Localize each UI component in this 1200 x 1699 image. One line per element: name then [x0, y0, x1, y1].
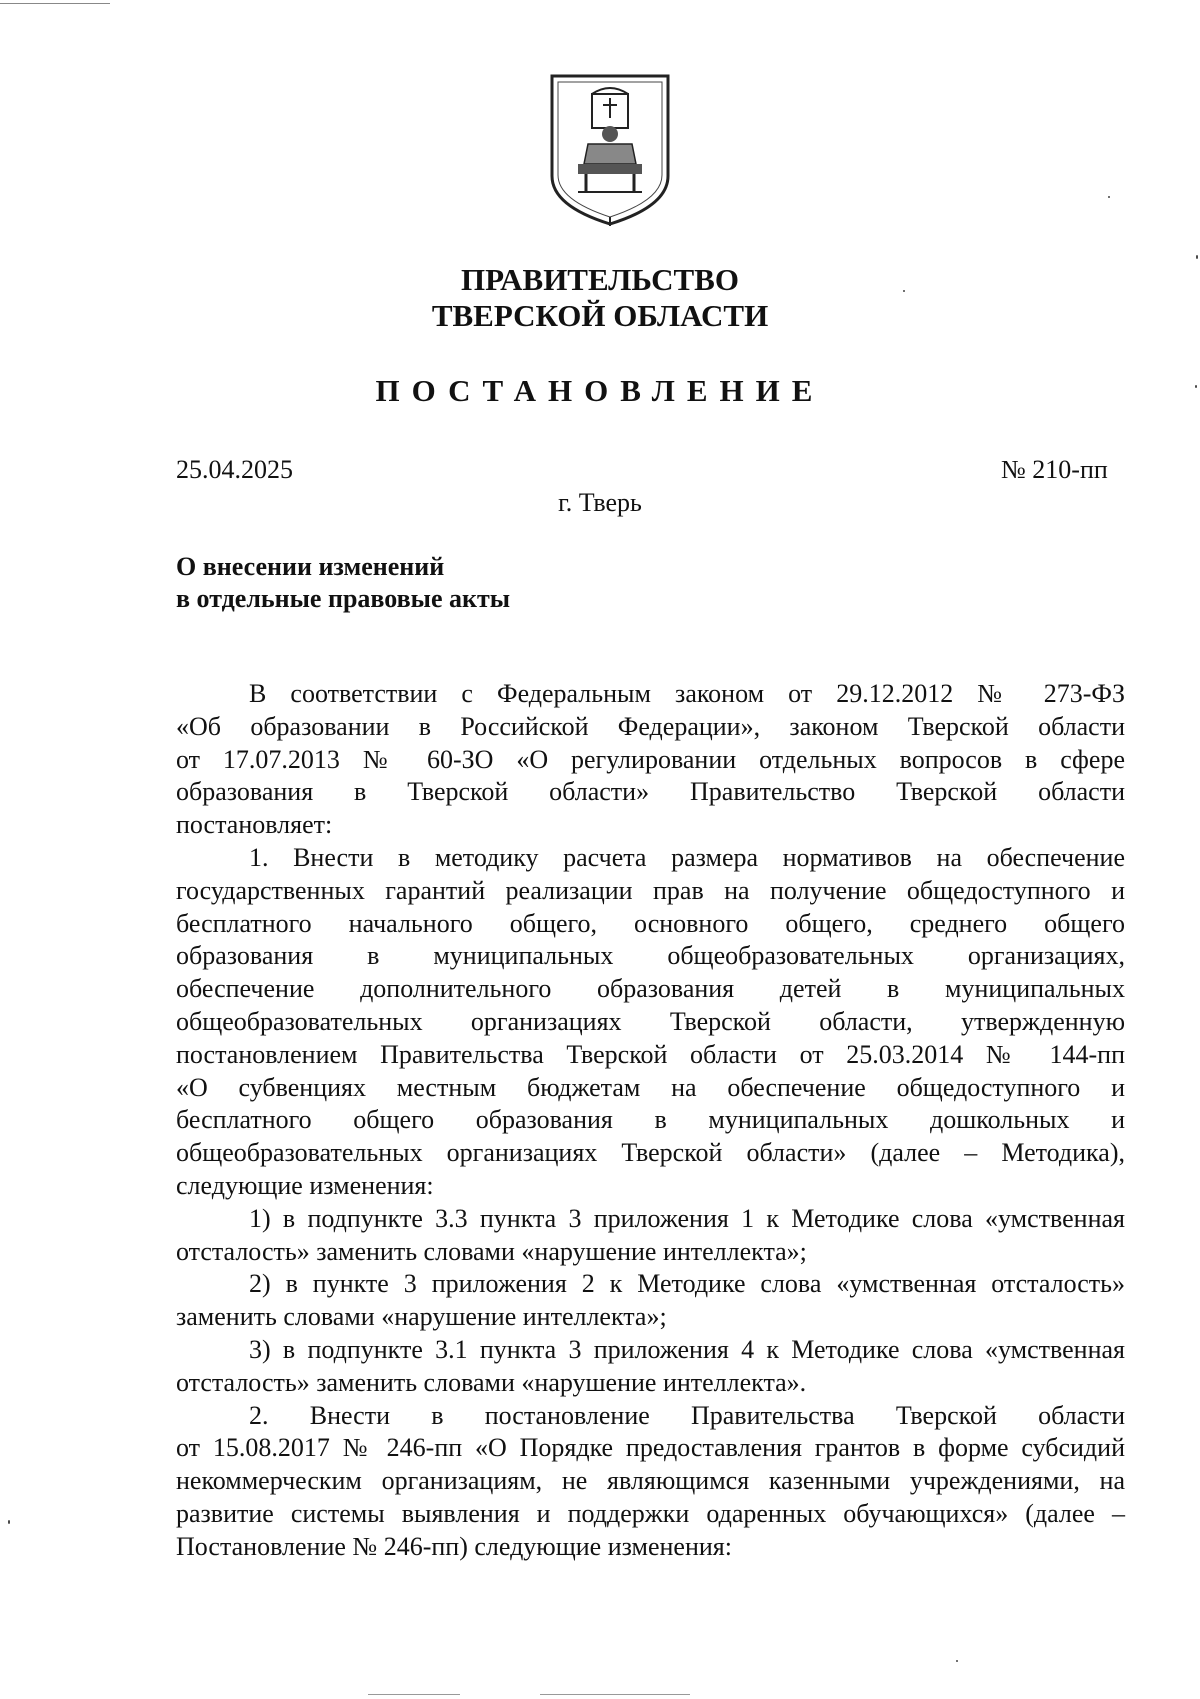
government-name-line2: ТВЕРСКОЙ ОБЛАСТИ — [431, 298, 769, 333]
text-line: В соответствии с Федеральным законом от 29.12.2012 № 273-ФЗ — [249, 679, 1125, 708]
text-line: образования в муниципальных общеобразовательных организациях, — [176, 941, 1125, 971]
document-subject — [176, 551, 510, 615]
text-line: «Об образовании в Российской Федерации», законом Тверской области — [176, 711, 1125, 741]
scan-speck — [1195, 385, 1197, 388]
text-line: от 15.08.2017 № 246-пп «О Порядке предоставления грантов в форме субсидий — [176, 1433, 1125, 1463]
scan-edge-line — [0, 3, 110, 4]
paragraph — [176, 1203, 1125, 1269]
text-line: бесплатного начального общего, основного общего, среднего общего — [176, 908, 1125, 938]
scan-speck — [8, 1520, 10, 1524]
text-line: общеобразовательных организациях Тверской области» (далее – Методика), — [176, 1138, 1125, 1168]
text-line: 1) в подпункте 3.3 пункта 3 приложения 1 к Методике слова «умственная — [249, 1203, 1125, 1233]
scan-speck — [956, 1660, 958, 1662]
document-type: ПОСТАНОВЛЕНИЕ — [375, 373, 825, 408]
text-line: 2) в пункте 3 приложения 2 к Методике слова «умственная отсталость» — [249, 1269, 1125, 1299]
paragraph — [176, 678, 1125, 842]
text-line: обеспечение дополнительного образования детей в муниципальных — [176, 974, 1125, 1004]
document-number: № 210-пп — [1001, 455, 1108, 484]
text-line: отсталость» заменить словами «нарушение интеллекта»; — [176, 1236, 807, 1266]
tver-coat-of-arms-icon — [548, 72, 672, 226]
text-line: следующие изменения: — [176, 1170, 434, 1200]
scan-speck — [903, 290, 905, 292]
text-line: заменить словами «нарушение интеллекта»; — [176, 1302, 667, 1332]
scan-edge-line — [368, 1694, 460, 1695]
text-line: 2. Внести в постановление Правительства Тверской области — [249, 1400, 1125, 1430]
paragraph — [176, 1334, 1125, 1400]
text-line: отсталость» заменить словами «нарушение интеллекта». — [176, 1367, 807, 1397]
text-line: некоммерческим организациям, не являющимся казенными учреждениями, на — [176, 1466, 1125, 1496]
government-name-line1: ПРАВИТЕЛЬСТВО — [461, 262, 739, 297]
document-body — [176, 678, 1125, 1564]
scan-speck — [1196, 255, 1198, 259]
paragraph — [176, 1268, 1125, 1334]
text-line: образования в Тверской области» Правительство Тверской области — [176, 777, 1125, 807]
paragraph — [176, 842, 1125, 1203]
text-line: от 17.07.2013 № 60-ЗО «О регулировании отдельных вопросов в сфере — [176, 744, 1125, 774]
scan-speck — [1108, 196, 1110, 198]
subject-line: в отдельные правовые акты — [176, 584, 511, 613]
text-line: постановляет: — [176, 810, 333, 840]
text-line: государственных гарантий реализации прав на получение общедоступного и — [176, 875, 1125, 905]
paragraph — [176, 1400, 1125, 1564]
text-line: развитие системы выявления и поддержки одаренных обучающихся» (далее – — [176, 1498, 1125, 1528]
text-line: 1. Внести в методику расчета размера нормативов на обеспечение — [249, 842, 1125, 872]
subject-line: О внесении изменений — [176, 552, 445, 581]
text-line: «О субвенциях местным бюджетам на обеспечение общедоступного и — [176, 1072, 1125, 1102]
scan-edge-line — [540, 1694, 690, 1695]
text-line: 3) в подпункте 3.1 пункта 3 приложения 4 к Методике слова «умственная — [249, 1334, 1125, 1364]
text-line: общеобразовательных организациях Тверской области, утвержденную — [176, 1006, 1125, 1036]
document-date: 25.04.2025 — [176, 455, 293, 484]
text-line: бесплатного общего образования в муниципальных дошкольных и — [176, 1105, 1125, 1135]
text-line: Постановление № 246-пп) следующие изменения: — [176, 1531, 732, 1561]
document-city: г. Тверь — [558, 488, 642, 517]
text-line: постановлением Правительства Тверской области от 25.03.2014 № 144-пп — [176, 1039, 1125, 1069]
